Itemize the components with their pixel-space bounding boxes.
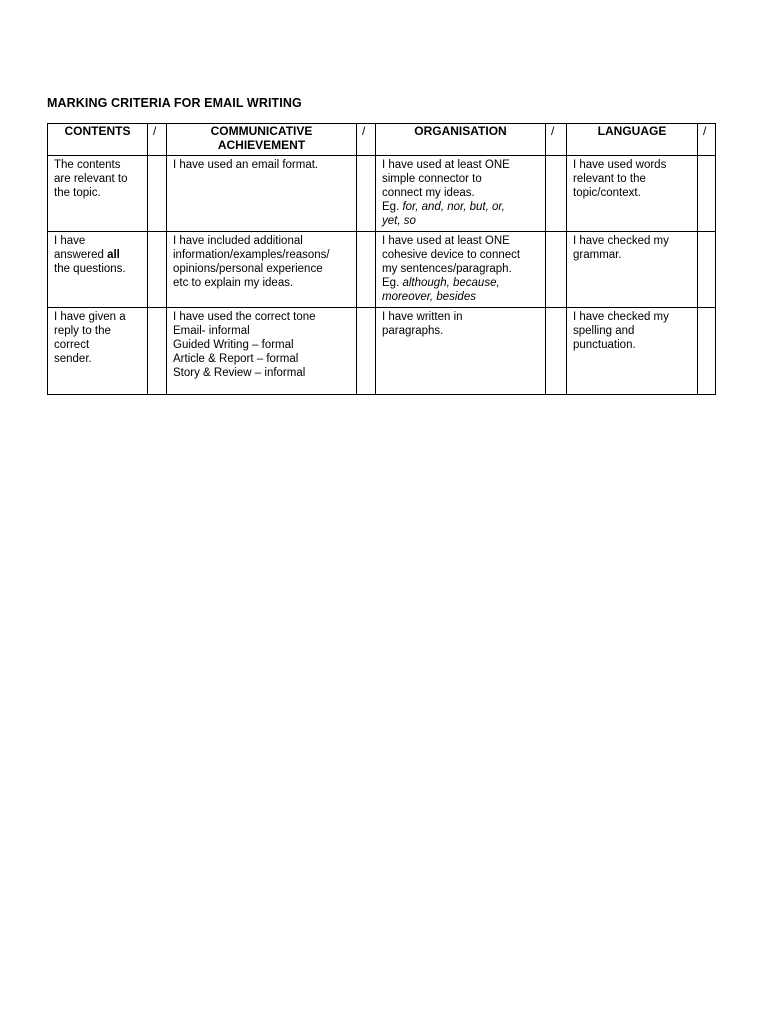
cell-line: information/examples/reasons/ — [173, 249, 330, 261]
cell-line: I have used the correct tone — [173, 311, 316, 323]
table-header-row — [48, 124, 716, 156]
cell-line: I have used words — [573, 159, 667, 171]
cell-line: I have used at least ONE — [382, 159, 510, 171]
cell-line: I have checked my — [573, 311, 669, 323]
cell-line: Guided Writing – formal — [173, 339, 294, 351]
header-tick-language: / — [698, 124, 716, 156]
cell-line: reply to the — [54, 325, 111, 337]
cell-line: Email- informal — [173, 325, 250, 337]
cell-line: topic/context. — [573, 187, 641, 199]
tick-box[interactable] — [148, 156, 167, 232]
header-communicative-line1: COMMUNICATIVE — [210, 124, 313, 138]
cell-communicative — [167, 308, 357, 395]
header-tick-communicative: / — [357, 124, 376, 156]
cell-line: The contents — [54, 159, 121, 171]
cell-line: paragraphs. — [382, 325, 444, 337]
header-tick-contents: / — [148, 124, 167, 156]
tick-box[interactable] — [546, 308, 567, 395]
cell-language — [567, 308, 698, 395]
table-row — [48, 232, 716, 308]
cell-line: I have included additional — [173, 235, 303, 247]
tick-box[interactable] — [698, 232, 716, 308]
cell-contents — [48, 232, 148, 308]
cell-language — [567, 232, 698, 308]
cell-line: etc to explain my ideas. — [173, 277, 294, 289]
header-organisation: ORGANISATION — [376, 124, 546, 156]
cell-contents — [48, 308, 148, 395]
example-words: yet, so — [382, 215, 416, 227]
cell-line: cohesive device to connect — [382, 249, 521, 261]
header-contents: CONTENTS — [48, 124, 148, 156]
cell-line: the questions. — [54, 263, 126, 275]
table-row — [48, 308, 716, 395]
cell-communicative — [167, 232, 357, 308]
cell-organisation — [376, 156, 546, 232]
cell-line: I have used at least ONE — [382, 235, 510, 247]
tick-box[interactable] — [357, 308, 376, 395]
tick-box[interactable] — [698, 156, 716, 232]
cell-line: grammar. — [573, 249, 622, 261]
header-communicative-line2: ACHIEVEMENT — [217, 138, 306, 152]
cell-line: connect my ideas. — [382, 187, 475, 199]
tick-box[interactable] — [148, 232, 167, 308]
cell-line: Article & Report – formal — [173, 353, 299, 365]
cell-line: punctuation. — [573, 339, 636, 351]
cell-line — [382, 200, 539, 214]
tick-box[interactable] — [357, 156, 376, 232]
tick-box[interactable] — [148, 308, 167, 395]
cell-line: correct — [54, 339, 90, 351]
example-words: moreover, besides — [382, 291, 476, 303]
cell-line: are relevant to — [54, 173, 128, 185]
cell-line: simple connector to — [382, 173, 482, 185]
cell-text: answered — [54, 249, 108, 261]
cell-line — [54, 248, 141, 262]
cell-line: opinions/personal experience — [173, 263, 323, 275]
example-prefix: Eg. — [382, 201, 403, 213]
cell-line: I have — [54, 235, 86, 247]
cell-contents — [48, 156, 148, 232]
cell-line: my sentences/paragraph. — [382, 263, 512, 275]
header-tick-organisation: / — [546, 124, 567, 156]
cell-line: I have checked my — [573, 235, 669, 247]
cell-line: the topic. — [54, 187, 101, 199]
header-communicative-achievement — [167, 124, 357, 156]
marking-criteria-table — [47, 123, 716, 395]
cell-line: Story & Review – informal — [173, 367, 306, 379]
cell-line: sender. — [54, 353, 92, 365]
header-language: LANGUAGE — [567, 124, 698, 156]
table-row — [48, 156, 716, 232]
cell-line: spelling and — [573, 325, 635, 337]
cell-organisation — [376, 308, 546, 395]
emphasis-all: all — [107, 249, 120, 261]
cell-communicative — [167, 156, 357, 232]
cell-organisation — [376, 232, 546, 308]
cell-line: relevant to the — [573, 173, 646, 185]
tick-box[interactable] — [357, 232, 376, 308]
cell-line — [382, 276, 539, 290]
example-prefix: Eg. — [382, 277, 403, 289]
example-words: for, and, nor, but, or, — [402, 201, 505, 213]
tick-box[interactable] — [546, 156, 567, 232]
tick-box[interactable] — [698, 308, 716, 395]
example-words: although, because, — [402, 277, 500, 289]
page-title: MARKING CRITERIA FOR EMAIL WRITING — [47, 96, 302, 110]
cell-line: I have used an email format. — [173, 159, 319, 171]
tick-box[interactable] — [546, 232, 567, 308]
cell-line: I have written in — [382, 311, 463, 323]
cell-line: I have given a — [54, 311, 126, 323]
cell-language — [567, 156, 698, 232]
